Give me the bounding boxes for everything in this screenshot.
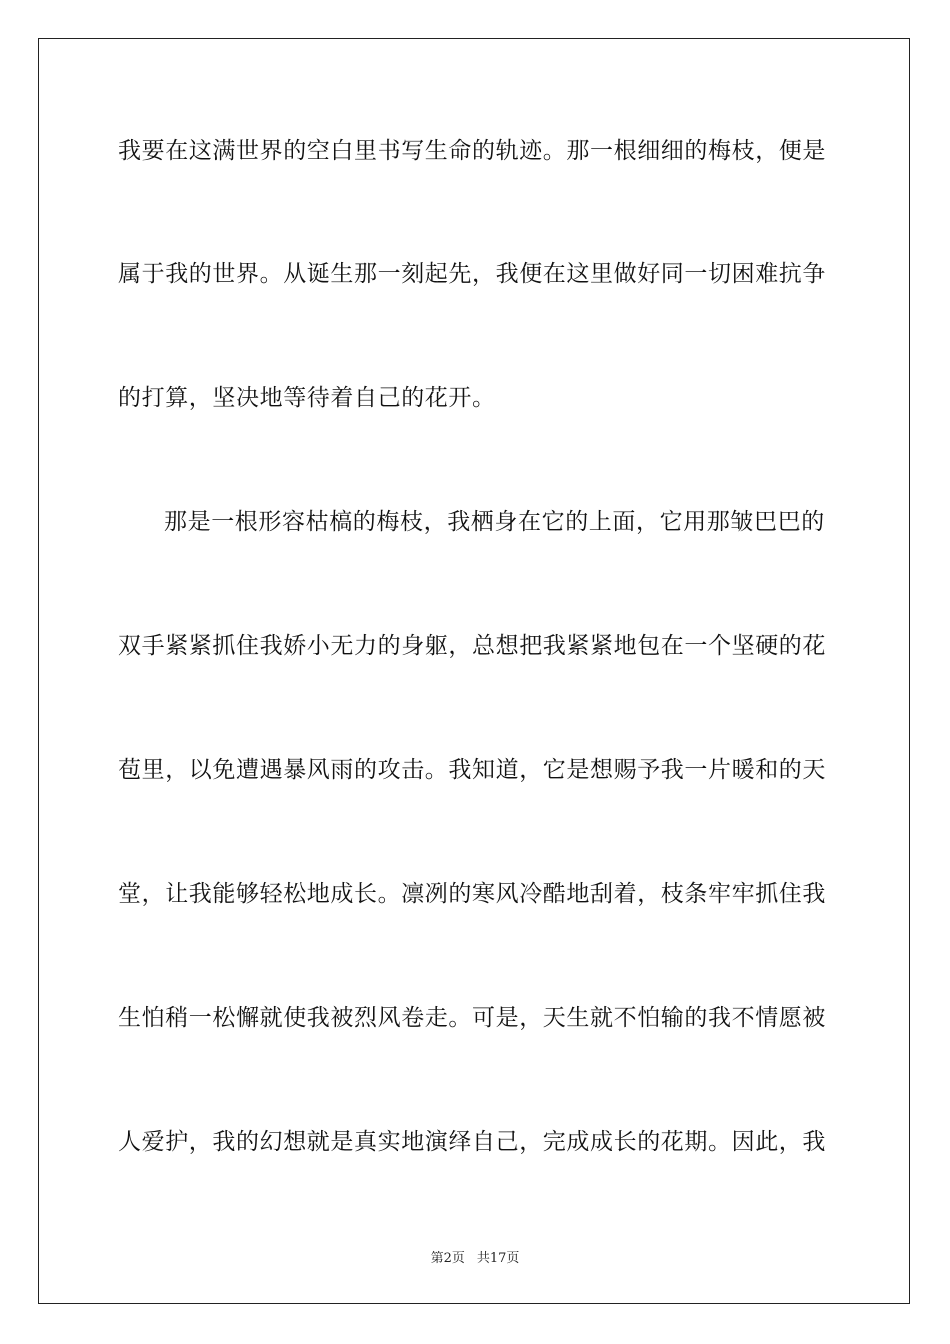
page-footer [0,1247,950,1266]
text-line: 苞里，以免遭遇暴风雨的攻击。我知道，它是想赐予我一片暖和的天 [118,757,826,783]
text-line: 双手紧紧抓住我娇小无力的身躯，总想把我紧紧地包在一个坚硬的花 [118,633,826,659]
page-total: 共17页 [476,1251,520,1266]
text-line: 的打算，坚决地等待着自己的花开。 [118,385,496,411]
text-line: 我要在这满世界的空白里书写生命的轨迹。那一根细细的梅枝，便是 [118,138,826,164]
page-border [38,38,910,1304]
text-line: 人爱护，我的幻想就是真实地演绎自己，完成成长的花期。因此，我 [118,1129,826,1155]
paragraph-first-line: 那是一根形容枯槁的梅枝，我栖身在它的上面，它用那皱巴巴的 [164,509,825,535]
text-line: 属于我的世界。从诞生那一刻起先，我便在这里做好同一切困难抗争 [118,261,826,287]
text-line: 堂，让我能够轻松地成长。凛冽的寒风冷酷地刮着，枝条牢牢抓住我 [118,881,826,907]
page-number: 第2页 [430,1251,465,1266]
text-line: 生怕稍一松懈就使我被烈风卷走。可是，天生就不怕输的我不情愿被 [118,1005,826,1031]
